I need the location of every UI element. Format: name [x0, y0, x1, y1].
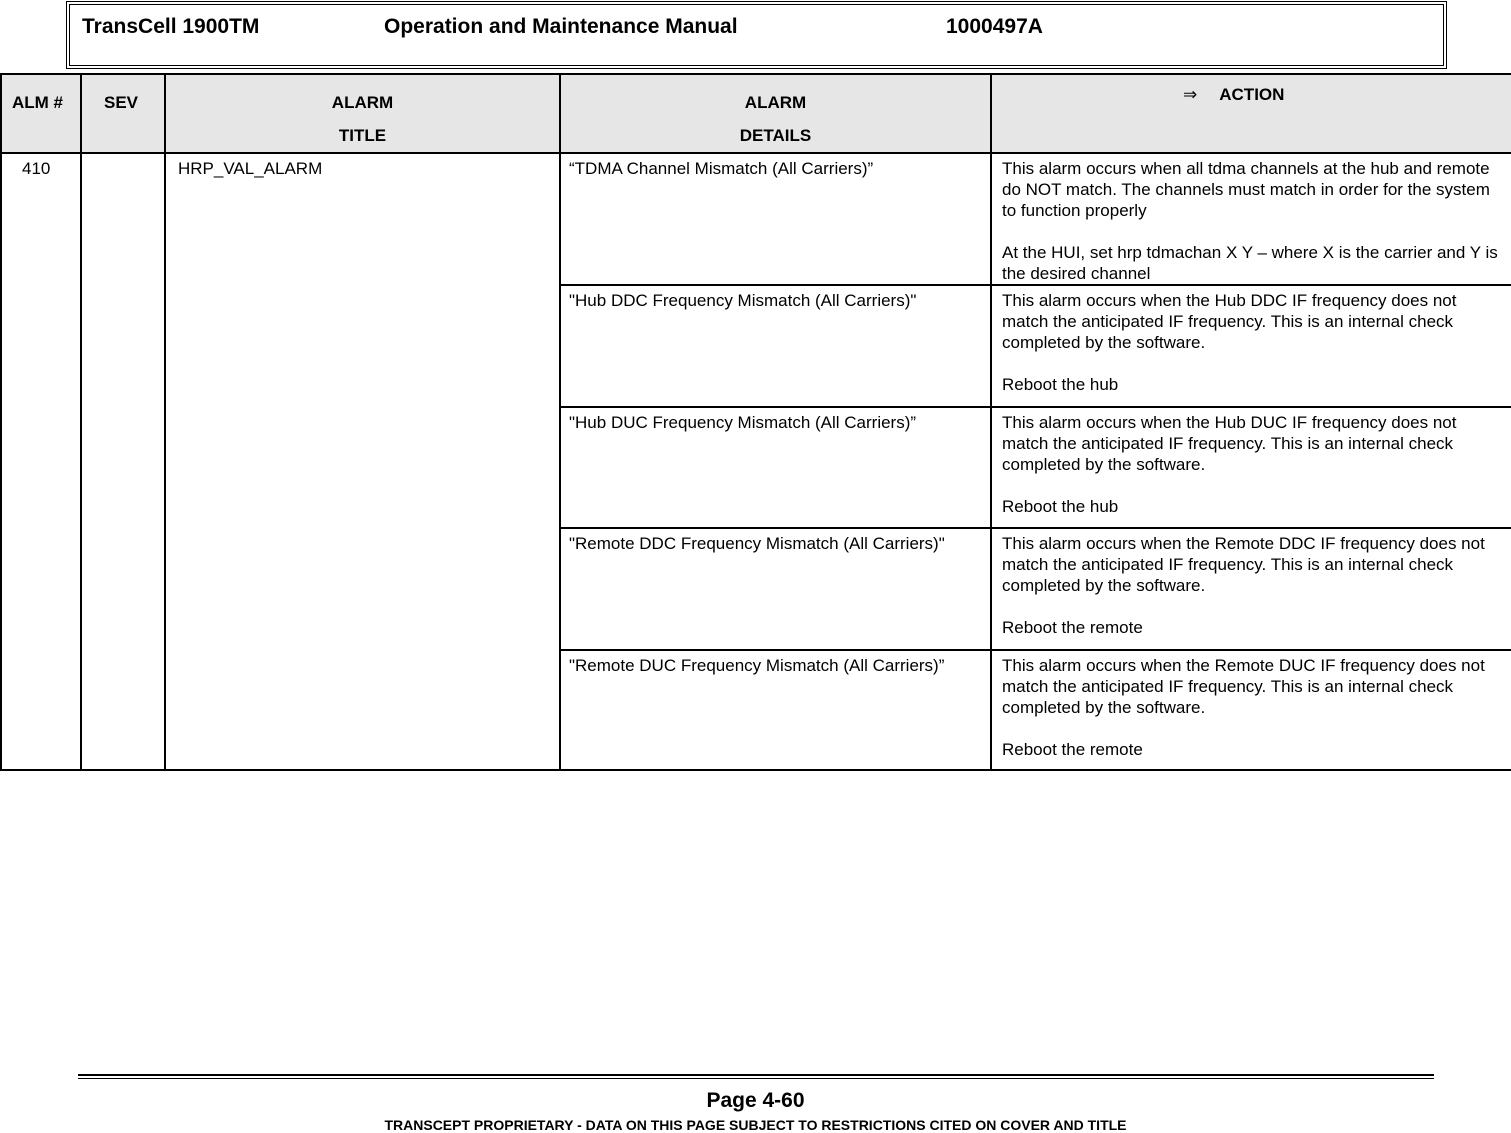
header-doc-number: 1000497A	[946, 15, 1043, 38]
col-header-sev: SEV	[81, 74, 165, 153]
header-product: TransCell 1900TM	[82, 15, 260, 38]
proprietary-notice: TRANSCEPT PROPRIETARY - DATA ON THIS PAGE SUBJECT TO RESTRICTIONS CITED ON COVER AND TITLE	[384, 1117, 1127, 1133]
col-header-alarm-title-line1: ALARM	[331, 93, 394, 112]
col-header-alarm-details	[560, 74, 991, 153]
col-header-alarm-details-line1: ALARM	[744, 93, 807, 112]
alarm-severity	[81, 153, 165, 770]
table-row	[1, 153, 1511, 285]
alarm-action	[991, 528, 1511, 650]
alarm-table	[0, 73, 1511, 771]
alarm-number: 410	[1, 153, 81, 770]
alarm-action	[991, 407, 1511, 528]
alarm-detail: "Remote DDC Frequency Mismatch (All Carriers)"	[560, 528, 991, 650]
action-remedy: At the HUI, set hrp tdmachan X Y – where X is the carrier and Y is the desired channel	[1002, 243, 1498, 283]
footer-divider-thin	[78, 1078, 1434, 1079]
action-remedy: Reboot the hub	[1002, 375, 1119, 394]
action-remedy: Reboot the hub	[1002, 497, 1119, 516]
col-header-alm-num: ALM #	[1, 74, 81, 153]
alarm-detail: "Hub DDC Frequency Mismatch (All Carriers)"	[560, 285, 991, 407]
alarm-detail: "Remote DUC Frequency Mismatch (All Carriers)”	[560, 650, 991, 770]
action-description: This alarm occurs when the Remote DUC IF frequency does not match the anticipated IF frequency. This is an internal check completed by the software.	[1002, 656, 1485, 717]
col-header-alarm-title-line2: TITLE	[338, 126, 387, 145]
footer-divider	[78, 1074, 1434, 1076]
page-header	[66, 1, 1447, 69]
alarm-action	[991, 285, 1511, 407]
arrow-icon: ⇒	[1183, 85, 1198, 104]
alarm-action	[991, 650, 1511, 770]
alarm-detail: "Hub DUC Frequency Mismatch (All Carriers)”	[560, 407, 991, 528]
action-description: This alarm occurs when the Hub DDC IF frequency does not match the anticipated IF frequency. This is an internal check completed by the software.	[1002, 291, 1457, 352]
alarm-detail: “TDMA Channel Mismatch (All Carriers)”	[560, 153, 991, 285]
action-description: This alarm occurs when all tdma channels at the hub and remote do NOT match. The channels must match in order for the system to function properly	[1002, 159, 1490, 220]
col-header-action-label: ACTION	[1219, 85, 1285, 104]
action-description: This alarm occurs when the Hub DUC IF frequency does not match the anticipated IF frequency. This is an internal check completed by the software.	[1002, 413, 1457, 474]
action-remedy: Reboot the remote	[1002, 618, 1143, 637]
action-description: This alarm occurs when the Remote DDC IF frequency does not match the anticipated IF frequency. This is an internal check completed by the software.	[1002, 534, 1485, 595]
alarm-title: HRP_VAL_ALARM	[165, 153, 560, 770]
col-header-alarm-title	[165, 74, 560, 153]
table-header-row	[1, 74, 1511, 153]
action-remedy: Reboot the remote	[1002, 740, 1143, 759]
col-header-action	[991, 74, 1511, 153]
page-number: Page 4-60	[706, 1089, 805, 1112]
alarm-action	[991, 153, 1511, 285]
header-manual-title: Operation and Maintenance Manual	[384, 15, 738, 38]
col-header-alarm-details-line2: DETAILS	[739, 126, 812, 145]
